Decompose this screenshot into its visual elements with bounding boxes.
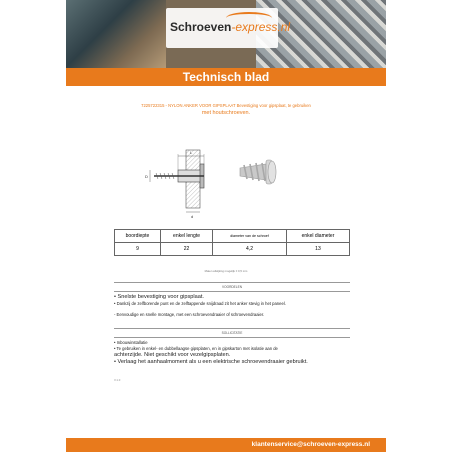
specs-value-cell: 22	[160, 243, 212, 256]
nylon-anchor-photo-icon	[236, 152, 288, 192]
specs-value-row	[115, 243, 350, 256]
logo-accent-text: -express.nl	[231, 20, 291, 34]
title-bar	[66, 68, 386, 86]
specs-header-cell: boordiepte	[115, 230, 161, 243]
list-item: • Snelste bevestiging voor gipsplaat.	[114, 294, 204, 300]
specs-header-cell: diameter van de schroef	[213, 230, 287, 243]
dim-label-bottom: d	[191, 214, 194, 219]
banner-photo-tools	[66, 0, 166, 68]
specs-header-row	[115, 230, 350, 243]
list-item: - Eenvoudige en snelle montage, met een schroevendraaier of schroevendraaier.	[114, 311, 265, 317]
header-banner	[66, 0, 386, 68]
voordelen-list	[114, 294, 350, 318]
divider	[114, 328, 350, 329]
technical-sheet-page	[66, 0, 386, 452]
specs-value-cell: 4,2	[213, 243, 287, 256]
specs-value-cell: 9	[115, 243, 161, 256]
product-code-line-2: met houtschroeven.	[201, 110, 251, 116]
page-title: Technisch blad	[182, 70, 270, 84]
specs-table	[114, 229, 350, 256]
divider	[114, 282, 350, 283]
dim-label-top: L	[190, 150, 193, 155]
specs-header-cell: enkel diameter	[286, 230, 349, 243]
section-heading-sollicitatie: SOLLICITATIE	[221, 331, 243, 335]
list-item: • Inbouwinstallatie	[114, 340, 148, 345]
specs-value-cell: 13	[286, 243, 349, 256]
tolerance-note: Maten afwijking mogelijk ± 0,5 mm	[204, 269, 248, 273]
list-item: • Te gebruiken in enkel- en dubbellaagse gipsplaten, en in gipskarton met isolatie aan de	[114, 345, 278, 351]
product-code-line: 7225722315 - NYLON ANKER VOOR GIPSPLAAT Bevestiging voor gipsplaat, te gebruiken	[141, 103, 311, 108]
dim-label-left: D	[145, 174, 148, 179]
list-item: achterzijde. Niet geschikt voor vezelgipsplaten.	[114, 351, 231, 358]
divider	[114, 291, 350, 292]
footer-email-link[interactable]: klantenservice@schroeven-express.nl	[251, 441, 370, 448]
specs-header-cell: enkel lengte	[160, 230, 212, 243]
logo-main-text: Schroeven	[170, 20, 232, 34]
wall-anchor-diagram-icon	[144, 140, 224, 220]
list-item: • Dankzij de zelfborende punt en de zelftappende snijdraad zit het anker stevig in het paneel.	[114, 301, 286, 306]
footer-bar	[66, 438, 386, 452]
version-label: V.1.0	[114, 378, 121, 382]
sollicitatie-list	[114, 340, 350, 366]
section-heading-voordelen: VOORDELEN	[221, 285, 242, 289]
divider	[114, 337, 350, 338]
list-item: • Verlaag het aanhaalmoment als u een elektrische schroevendraaier gebruikt.	[114, 358, 308, 365]
logo[interactable]	[170, 20, 290, 34]
